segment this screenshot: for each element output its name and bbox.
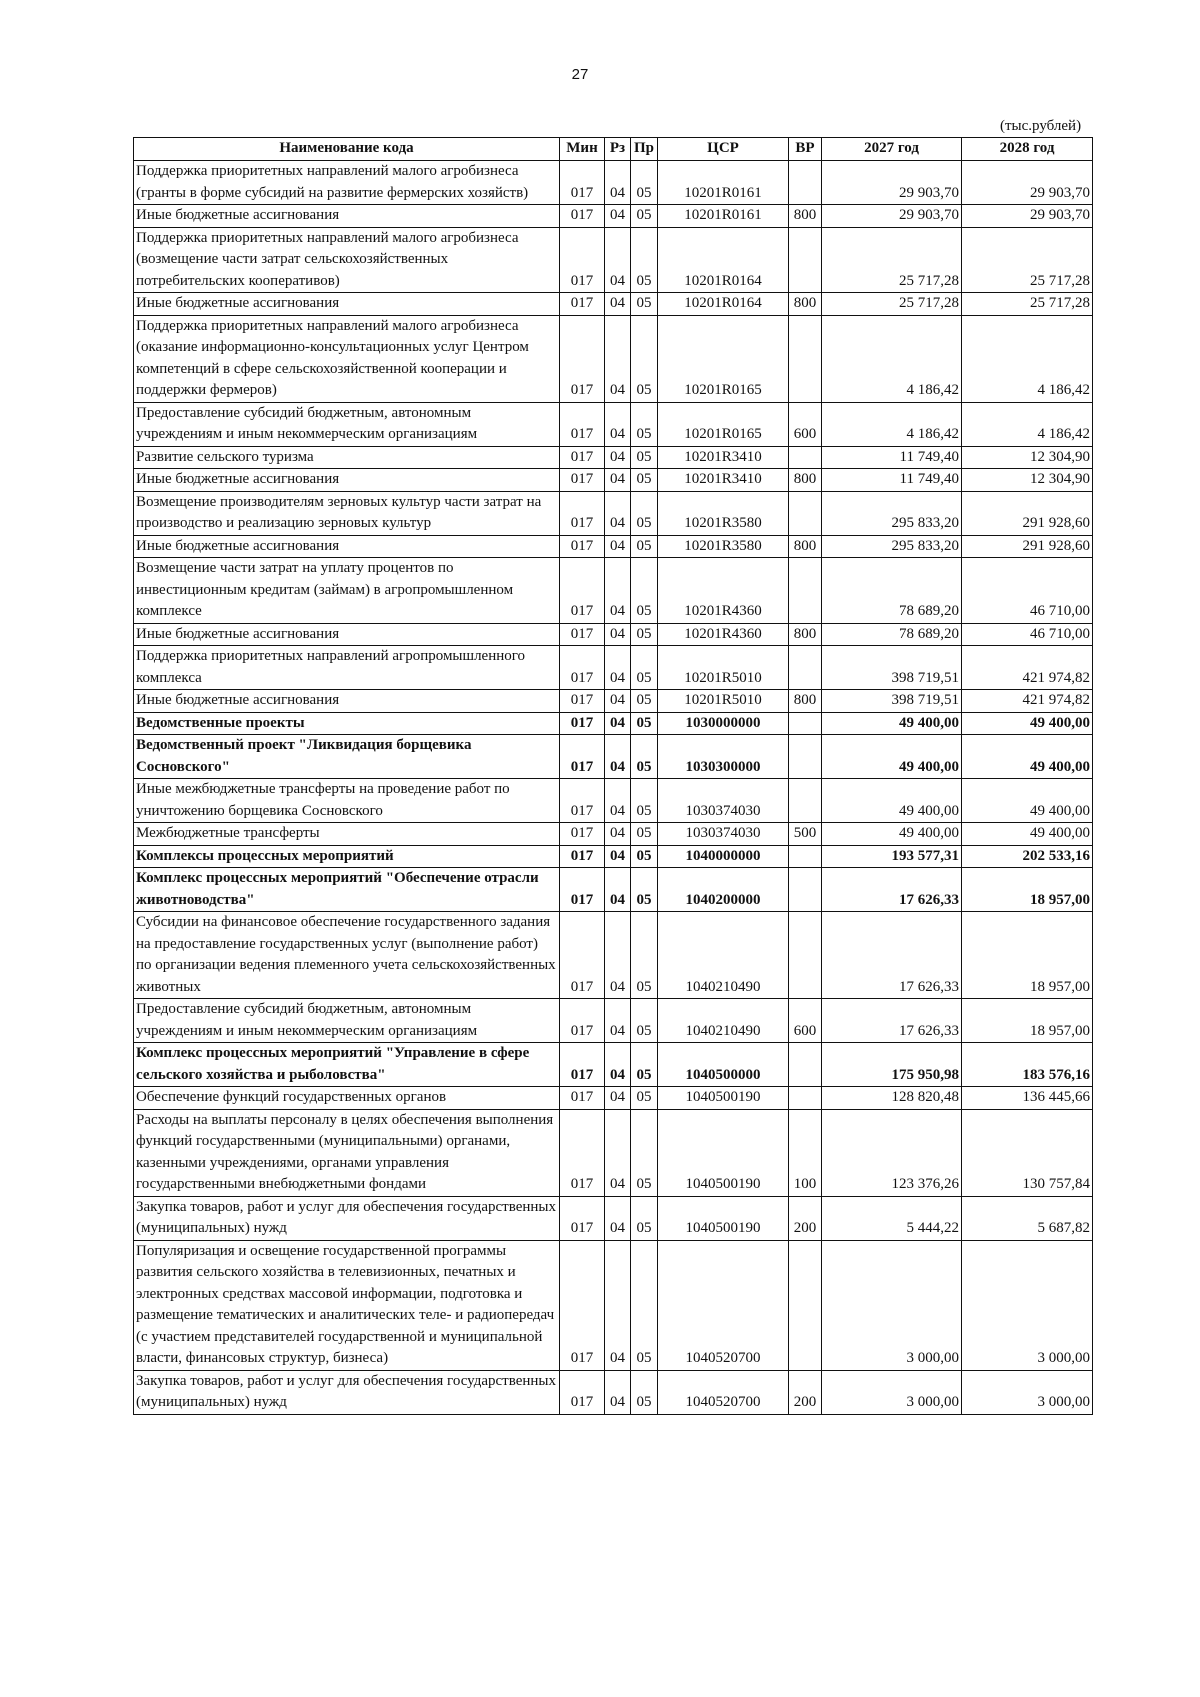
- row-rz: 04: [605, 845, 631, 868]
- row-rz: 04: [605, 446, 631, 469]
- row-name: Иные бюджетные ассигнования: [134, 205, 560, 228]
- row-name: Расходы на выплаты персоналу в целях обеспечения выполнения функций государственными (муниципальными) органами, казенными учреждениями, органами управления государственными внебюджетными фондами: [134, 1109, 560, 1196]
- row-vr: [789, 845, 822, 868]
- row-2028: 3 000,00: [962, 1240, 1093, 1370]
- row-vr: 800: [789, 535, 822, 558]
- row-rz: 04: [605, 1043, 631, 1087]
- table-body: [134, 161, 1093, 1415]
- row-vr: 800: [789, 293, 822, 316]
- row-csr: 10201R0161: [658, 161, 789, 205]
- row-2028: 291 928,60: [962, 491, 1093, 535]
- row-name: Возмещение части затрат на уплату процентов по инвестиционным кредитам (займам) в агропромышленном комплексе: [134, 558, 560, 624]
- row-rz: 04: [605, 161, 631, 205]
- row-rz: 04: [605, 912, 631, 999]
- row-csr: 1040500190: [658, 1087, 789, 1110]
- row-2027: 49 400,00: [822, 712, 962, 735]
- table-row: [134, 1196, 1093, 1240]
- row-pr: 05: [631, 161, 658, 205]
- row-name: Иные бюджетные ассигнования: [134, 535, 560, 558]
- row-2027: 3 000,00: [822, 1240, 962, 1370]
- row-csr: 10201R5010: [658, 646, 789, 690]
- row-name: Иные бюджетные ассигнования: [134, 690, 560, 713]
- header-min: Мин: [560, 138, 605, 161]
- row-2028: 5 687,82: [962, 1196, 1093, 1240]
- row-name: Иные межбюджетные трансферты на проведение работ по уничтожению борщевика Сосновского: [134, 779, 560, 823]
- row-2027: 78 689,20: [822, 558, 962, 624]
- row-2028: 4 186,42: [962, 315, 1093, 402]
- header-pr: Пр: [631, 138, 658, 161]
- row-2027: 49 400,00: [822, 823, 962, 846]
- row-name: Комплекс процессных мероприятий "Управление в сфере сельского хозяйства и рыболовства": [134, 1043, 560, 1087]
- row-pr: 05: [631, 469, 658, 492]
- row-min: 017: [560, 712, 605, 735]
- row-2028: 136 445,66: [962, 1087, 1093, 1110]
- table-row: [134, 293, 1093, 316]
- row-vr: [789, 315, 822, 402]
- row-2028: 4 186,42: [962, 402, 1093, 446]
- row-pr: 05: [631, 535, 658, 558]
- row-csr: 1040210490: [658, 912, 789, 999]
- row-vr: 500: [789, 823, 822, 846]
- table-row: [134, 491, 1093, 535]
- table-row: [134, 999, 1093, 1043]
- table-row: [134, 735, 1093, 779]
- row-vr: [789, 161, 822, 205]
- row-2027: 29 903,70: [822, 161, 962, 205]
- row-2027: 128 820,48: [822, 1087, 962, 1110]
- row-pr: 05: [631, 1043, 658, 1087]
- row-rz: 04: [605, 535, 631, 558]
- row-pr: 05: [631, 227, 658, 293]
- row-rz: 04: [605, 491, 631, 535]
- row-vr: [789, 712, 822, 735]
- row-rz: 04: [605, 402, 631, 446]
- row-name: Комплекс процессных мероприятий "Обеспечение отрасли животноводства": [134, 868, 560, 912]
- row-pr: 05: [631, 1370, 658, 1414]
- row-name: Поддержка приоритетных направлений малого агробизнеса (возмещение части затрат сельскохозяйственных потребительских кооперативов): [134, 227, 560, 293]
- row-csr: 10201R0161: [658, 205, 789, 228]
- row-pr: 05: [631, 912, 658, 999]
- row-min: 017: [560, 293, 605, 316]
- row-csr: 10201R4360: [658, 623, 789, 646]
- row-pr: 05: [631, 1196, 658, 1240]
- row-min: 017: [560, 999, 605, 1043]
- row-min: 017: [560, 315, 605, 402]
- row-vr: [789, 1043, 822, 1087]
- row-name: Иные бюджетные ассигнования: [134, 623, 560, 646]
- row-2027: 175 950,98: [822, 1043, 962, 1087]
- row-rz: 04: [605, 646, 631, 690]
- table-header-row: [134, 138, 1093, 161]
- row-2028: 29 903,70: [962, 205, 1093, 228]
- header-vr: ВР: [789, 138, 822, 161]
- row-pr: 05: [631, 491, 658, 535]
- table-row: [134, 535, 1093, 558]
- row-csr: 10201R3580: [658, 535, 789, 558]
- row-vr: 100: [789, 1109, 822, 1196]
- row-2028: 291 928,60: [962, 535, 1093, 558]
- row-csr: 10201R0165: [658, 402, 789, 446]
- row-name: Закупка товаров, работ и услуг для обеспечения государственных (муниципальных) нужд: [134, 1370, 560, 1414]
- table-row: [134, 315, 1093, 402]
- row-rz: 04: [605, 1196, 631, 1240]
- row-pr: 05: [631, 823, 658, 846]
- row-min: 017: [560, 646, 605, 690]
- row-name: Поддержка приоритетных направлений агропромышленного комплекса: [134, 646, 560, 690]
- row-rz: 04: [605, 999, 631, 1043]
- row-2028: 25 717,28: [962, 227, 1093, 293]
- row-vr: 800: [789, 469, 822, 492]
- row-rz: 04: [605, 1240, 631, 1370]
- row-rz: 04: [605, 1109, 631, 1196]
- row-name: Популяризация и освещение государственной программы развития сельского хозяйства в телевизионных, печатных и электронных средствах массовой информации, подготовка и размещение тематических и аналитических теле- и радиопередач (с участием представителей государственной и муниципальной власти, финансовых структур, бизнеса): [134, 1240, 560, 1370]
- row-2027: 193 577,31: [822, 845, 962, 868]
- table-row: [134, 402, 1093, 446]
- row-2027: 295 833,20: [822, 535, 962, 558]
- table-row: [134, 1043, 1093, 1087]
- row-vr: [789, 491, 822, 535]
- row-name: Обеспечение функций государственных органов: [134, 1087, 560, 1110]
- row-2028: 49 400,00: [962, 779, 1093, 823]
- row-pr: 05: [631, 293, 658, 316]
- row-2028: 18 957,00: [962, 999, 1093, 1043]
- row-pr: 05: [631, 205, 658, 228]
- row-2028: 12 304,90: [962, 469, 1093, 492]
- row-csr: 1030000000: [658, 712, 789, 735]
- table-row: [134, 712, 1093, 735]
- row-2028: 49 400,00: [962, 735, 1093, 779]
- row-csr: 1040520700: [658, 1370, 789, 1414]
- row-pr: 05: [631, 1087, 658, 1110]
- row-min: 017: [560, 491, 605, 535]
- row-min: 017: [560, 1087, 605, 1110]
- row-rz: 04: [605, 205, 631, 228]
- row-csr: 1030300000: [658, 735, 789, 779]
- row-vr: 600: [789, 402, 822, 446]
- row-rz: 04: [605, 315, 631, 402]
- row-vr: 800: [789, 205, 822, 228]
- row-min: 017: [560, 402, 605, 446]
- row-name: Иные бюджетные ассигнования: [134, 293, 560, 316]
- row-pr: 05: [631, 402, 658, 446]
- row-2027: 4 186,42: [822, 315, 962, 402]
- row-csr: 1030374030: [658, 823, 789, 846]
- row-rz: 04: [605, 1370, 631, 1414]
- row-min: 017: [560, 446, 605, 469]
- row-2027: 17 626,33: [822, 999, 962, 1043]
- row-pr: 05: [631, 690, 658, 713]
- row-rz: 04: [605, 623, 631, 646]
- row-2028: 46 710,00: [962, 623, 1093, 646]
- row-csr: 1040200000: [658, 868, 789, 912]
- row-csr: 10201R3580: [658, 491, 789, 535]
- row-min: 017: [560, 161, 605, 205]
- row-2028: 18 957,00: [962, 868, 1093, 912]
- table-row: [134, 1109, 1093, 1196]
- row-vr: [789, 558, 822, 624]
- table-row: [134, 469, 1093, 492]
- row-pr: 05: [631, 779, 658, 823]
- row-rz: 04: [605, 712, 631, 735]
- table-row: [134, 779, 1093, 823]
- row-vr: [789, 779, 822, 823]
- table-row: [134, 823, 1093, 846]
- row-name: Поддержка приоритетных направлений малого агробизнеса (оказание информационно-консультационных услуг Центром компетенций в сфере сельскохозяйственной кооперации и поддержки фермеров): [134, 315, 560, 402]
- row-csr: 10201R3410: [658, 446, 789, 469]
- row-csr: 1030374030: [658, 779, 789, 823]
- row-pr: 05: [631, 845, 658, 868]
- row-name: Поддержка приоритетных направлений малого агробизнеса (гранты в форме субсидий на развитие фермерских хозяйств): [134, 161, 560, 205]
- row-pr: 05: [631, 1240, 658, 1370]
- row-rz: 04: [605, 293, 631, 316]
- row-2027: 123 376,26: [822, 1109, 962, 1196]
- row-2027: 11 749,40: [822, 446, 962, 469]
- header-rz: Рз: [605, 138, 631, 161]
- table-row: [134, 1240, 1093, 1370]
- row-rz: 04: [605, 779, 631, 823]
- row-2027: 49 400,00: [822, 779, 962, 823]
- row-pr: 05: [631, 315, 658, 402]
- row-min: 017: [560, 205, 605, 228]
- row-vr: [789, 735, 822, 779]
- row-name: Развитие сельского туризма: [134, 446, 560, 469]
- row-csr: 1040000000: [658, 845, 789, 868]
- table-row: [134, 1087, 1093, 1110]
- row-name: Субсидии на финансовое обеспечение государственного задания на предоставление государственных услуг (выполнение работ) по организации ведения племенного учета сельскохозяйственных животных: [134, 912, 560, 999]
- row-2027: 3 000,00: [822, 1370, 962, 1414]
- row-min: 017: [560, 912, 605, 999]
- row-name: Закупка товаров, работ и услуг для обеспечения государственных (муниципальных) нужд: [134, 1196, 560, 1240]
- row-name: Иные бюджетные ассигнования: [134, 469, 560, 492]
- row-2028: 49 400,00: [962, 712, 1093, 735]
- row-csr: 1040500190: [658, 1109, 789, 1196]
- row-2028: 421 974,82: [962, 646, 1093, 690]
- row-2028: 130 757,84: [962, 1109, 1093, 1196]
- row-2028: 25 717,28: [962, 293, 1093, 316]
- row-csr: 1040520700: [658, 1240, 789, 1370]
- table-row: [134, 868, 1093, 912]
- row-vr: 800: [789, 690, 822, 713]
- row-name: Комплексы процессных мероприятий: [134, 845, 560, 868]
- header-2027: 2027 год: [822, 138, 962, 161]
- row-vr: 600: [789, 999, 822, 1043]
- row-name: Ведомственные проекты: [134, 712, 560, 735]
- row-min: 017: [560, 558, 605, 624]
- row-2027: 398 719,51: [822, 646, 962, 690]
- row-min: 017: [560, 735, 605, 779]
- row-vr: [789, 868, 822, 912]
- row-pr: 05: [631, 735, 658, 779]
- row-min: 017: [560, 1370, 605, 1414]
- row-vr: 200: [789, 1196, 822, 1240]
- row-csr: 10201R3410: [658, 469, 789, 492]
- row-pr: 05: [631, 712, 658, 735]
- row-rz: 04: [605, 868, 631, 912]
- row-min: 017: [560, 1109, 605, 1196]
- row-vr: [789, 646, 822, 690]
- row-pr: 05: [631, 999, 658, 1043]
- row-min: 017: [560, 227, 605, 293]
- row-name: Предоставление субсидий бюджетным, автономным учреждениям и иным некоммерческим организациям: [134, 402, 560, 446]
- row-2028: 12 304,90: [962, 446, 1093, 469]
- row-2027: 398 719,51: [822, 690, 962, 713]
- row-2028: 18 957,00: [962, 912, 1093, 999]
- row-2028: 29 903,70: [962, 161, 1093, 205]
- row-vr: 800: [789, 623, 822, 646]
- row-2027: 25 717,28: [822, 293, 962, 316]
- units-label: (тыс.рублей): [1000, 118, 1082, 134]
- row-rz: 04: [605, 227, 631, 293]
- row-name: Предоставление субсидий бюджетным, автономным учреждениям и иным некоммерческим организациям: [134, 999, 560, 1043]
- row-vr: [789, 912, 822, 999]
- row-2027: 11 749,40: [822, 469, 962, 492]
- row-pr: 05: [631, 646, 658, 690]
- table-row: [134, 912, 1093, 999]
- row-2028: 421 974,82: [962, 690, 1093, 713]
- row-min: 017: [560, 845, 605, 868]
- row-2027: 295 833,20: [822, 491, 962, 535]
- row-vr: [789, 1087, 822, 1110]
- row-min: 017: [560, 469, 605, 492]
- row-vr: 200: [789, 1370, 822, 1414]
- row-name: Ведомственный проект "Ликвидация борщевика Сосновского": [134, 735, 560, 779]
- row-min: 017: [560, 868, 605, 912]
- row-csr: 10201R0164: [658, 293, 789, 316]
- row-2028: 49 400,00: [962, 823, 1093, 846]
- row-2027: 49 400,00: [822, 735, 962, 779]
- row-rz: 04: [605, 823, 631, 846]
- row-min: 017: [560, 823, 605, 846]
- row-csr: 1040500000: [658, 1043, 789, 1087]
- table-row: [134, 446, 1093, 469]
- table-row: [134, 558, 1093, 624]
- header-name: Наименование кода: [134, 138, 560, 161]
- row-2027: 78 689,20: [822, 623, 962, 646]
- row-2028: 46 710,00: [962, 558, 1093, 624]
- row-vr: [789, 227, 822, 293]
- header-2028: 2028 год: [962, 138, 1093, 161]
- row-pr: 05: [631, 623, 658, 646]
- row-min: 017: [560, 779, 605, 823]
- row-pr: 05: [631, 558, 658, 624]
- row-min: 017: [560, 1196, 605, 1240]
- row-rz: 04: [605, 735, 631, 779]
- row-csr: 10201R5010: [658, 690, 789, 713]
- row-pr: 05: [631, 1109, 658, 1196]
- row-rz: 04: [605, 469, 631, 492]
- row-2027: 5 444,22: [822, 1196, 962, 1240]
- row-min: 017: [560, 623, 605, 646]
- row-pr: 05: [631, 446, 658, 469]
- row-pr: 05: [631, 868, 658, 912]
- row-2027: 25 717,28: [822, 227, 962, 293]
- row-2028: 183 576,16: [962, 1043, 1093, 1087]
- row-2028: 3 000,00: [962, 1370, 1093, 1414]
- row-min: 017: [560, 1043, 605, 1087]
- row-name: Возмещение производителям зерновых культур части затрат на производство и реализацию зерновых культур: [134, 491, 560, 535]
- table-row: [134, 845, 1093, 868]
- table-row: [134, 205, 1093, 228]
- row-vr: [789, 1240, 822, 1370]
- row-2027: 29 903,70: [822, 205, 962, 228]
- row-min: 017: [560, 535, 605, 558]
- row-csr: 1040500190: [658, 1196, 789, 1240]
- table-row: [134, 227, 1093, 293]
- row-name: Межбюджетные трансферты: [134, 823, 560, 846]
- row-rz: 04: [605, 1087, 631, 1110]
- row-2027: 4 186,42: [822, 402, 962, 446]
- table-row: [134, 1370, 1093, 1414]
- row-min: 017: [560, 1240, 605, 1370]
- row-csr: 1040210490: [658, 999, 789, 1043]
- header-csr: ЦСР: [658, 138, 789, 161]
- page-number: 27: [571, 66, 589, 83]
- table-row: [134, 161, 1093, 205]
- row-2028: 202 533,16: [962, 845, 1093, 868]
- row-vr: [789, 446, 822, 469]
- row-csr: 10201R4360: [658, 558, 789, 624]
- table-row: [134, 690, 1093, 713]
- row-2027: 17 626,33: [822, 912, 962, 999]
- row-min: 017: [560, 690, 605, 713]
- budget-table: [133, 137, 1093, 1415]
- table-row: [134, 623, 1093, 646]
- row-csr: 10201R0164: [658, 227, 789, 293]
- row-rz: 04: [605, 558, 631, 624]
- row-csr: 10201R0165: [658, 315, 789, 402]
- row-rz: 04: [605, 690, 631, 713]
- table-row: [134, 646, 1093, 690]
- row-2027: 17 626,33: [822, 868, 962, 912]
